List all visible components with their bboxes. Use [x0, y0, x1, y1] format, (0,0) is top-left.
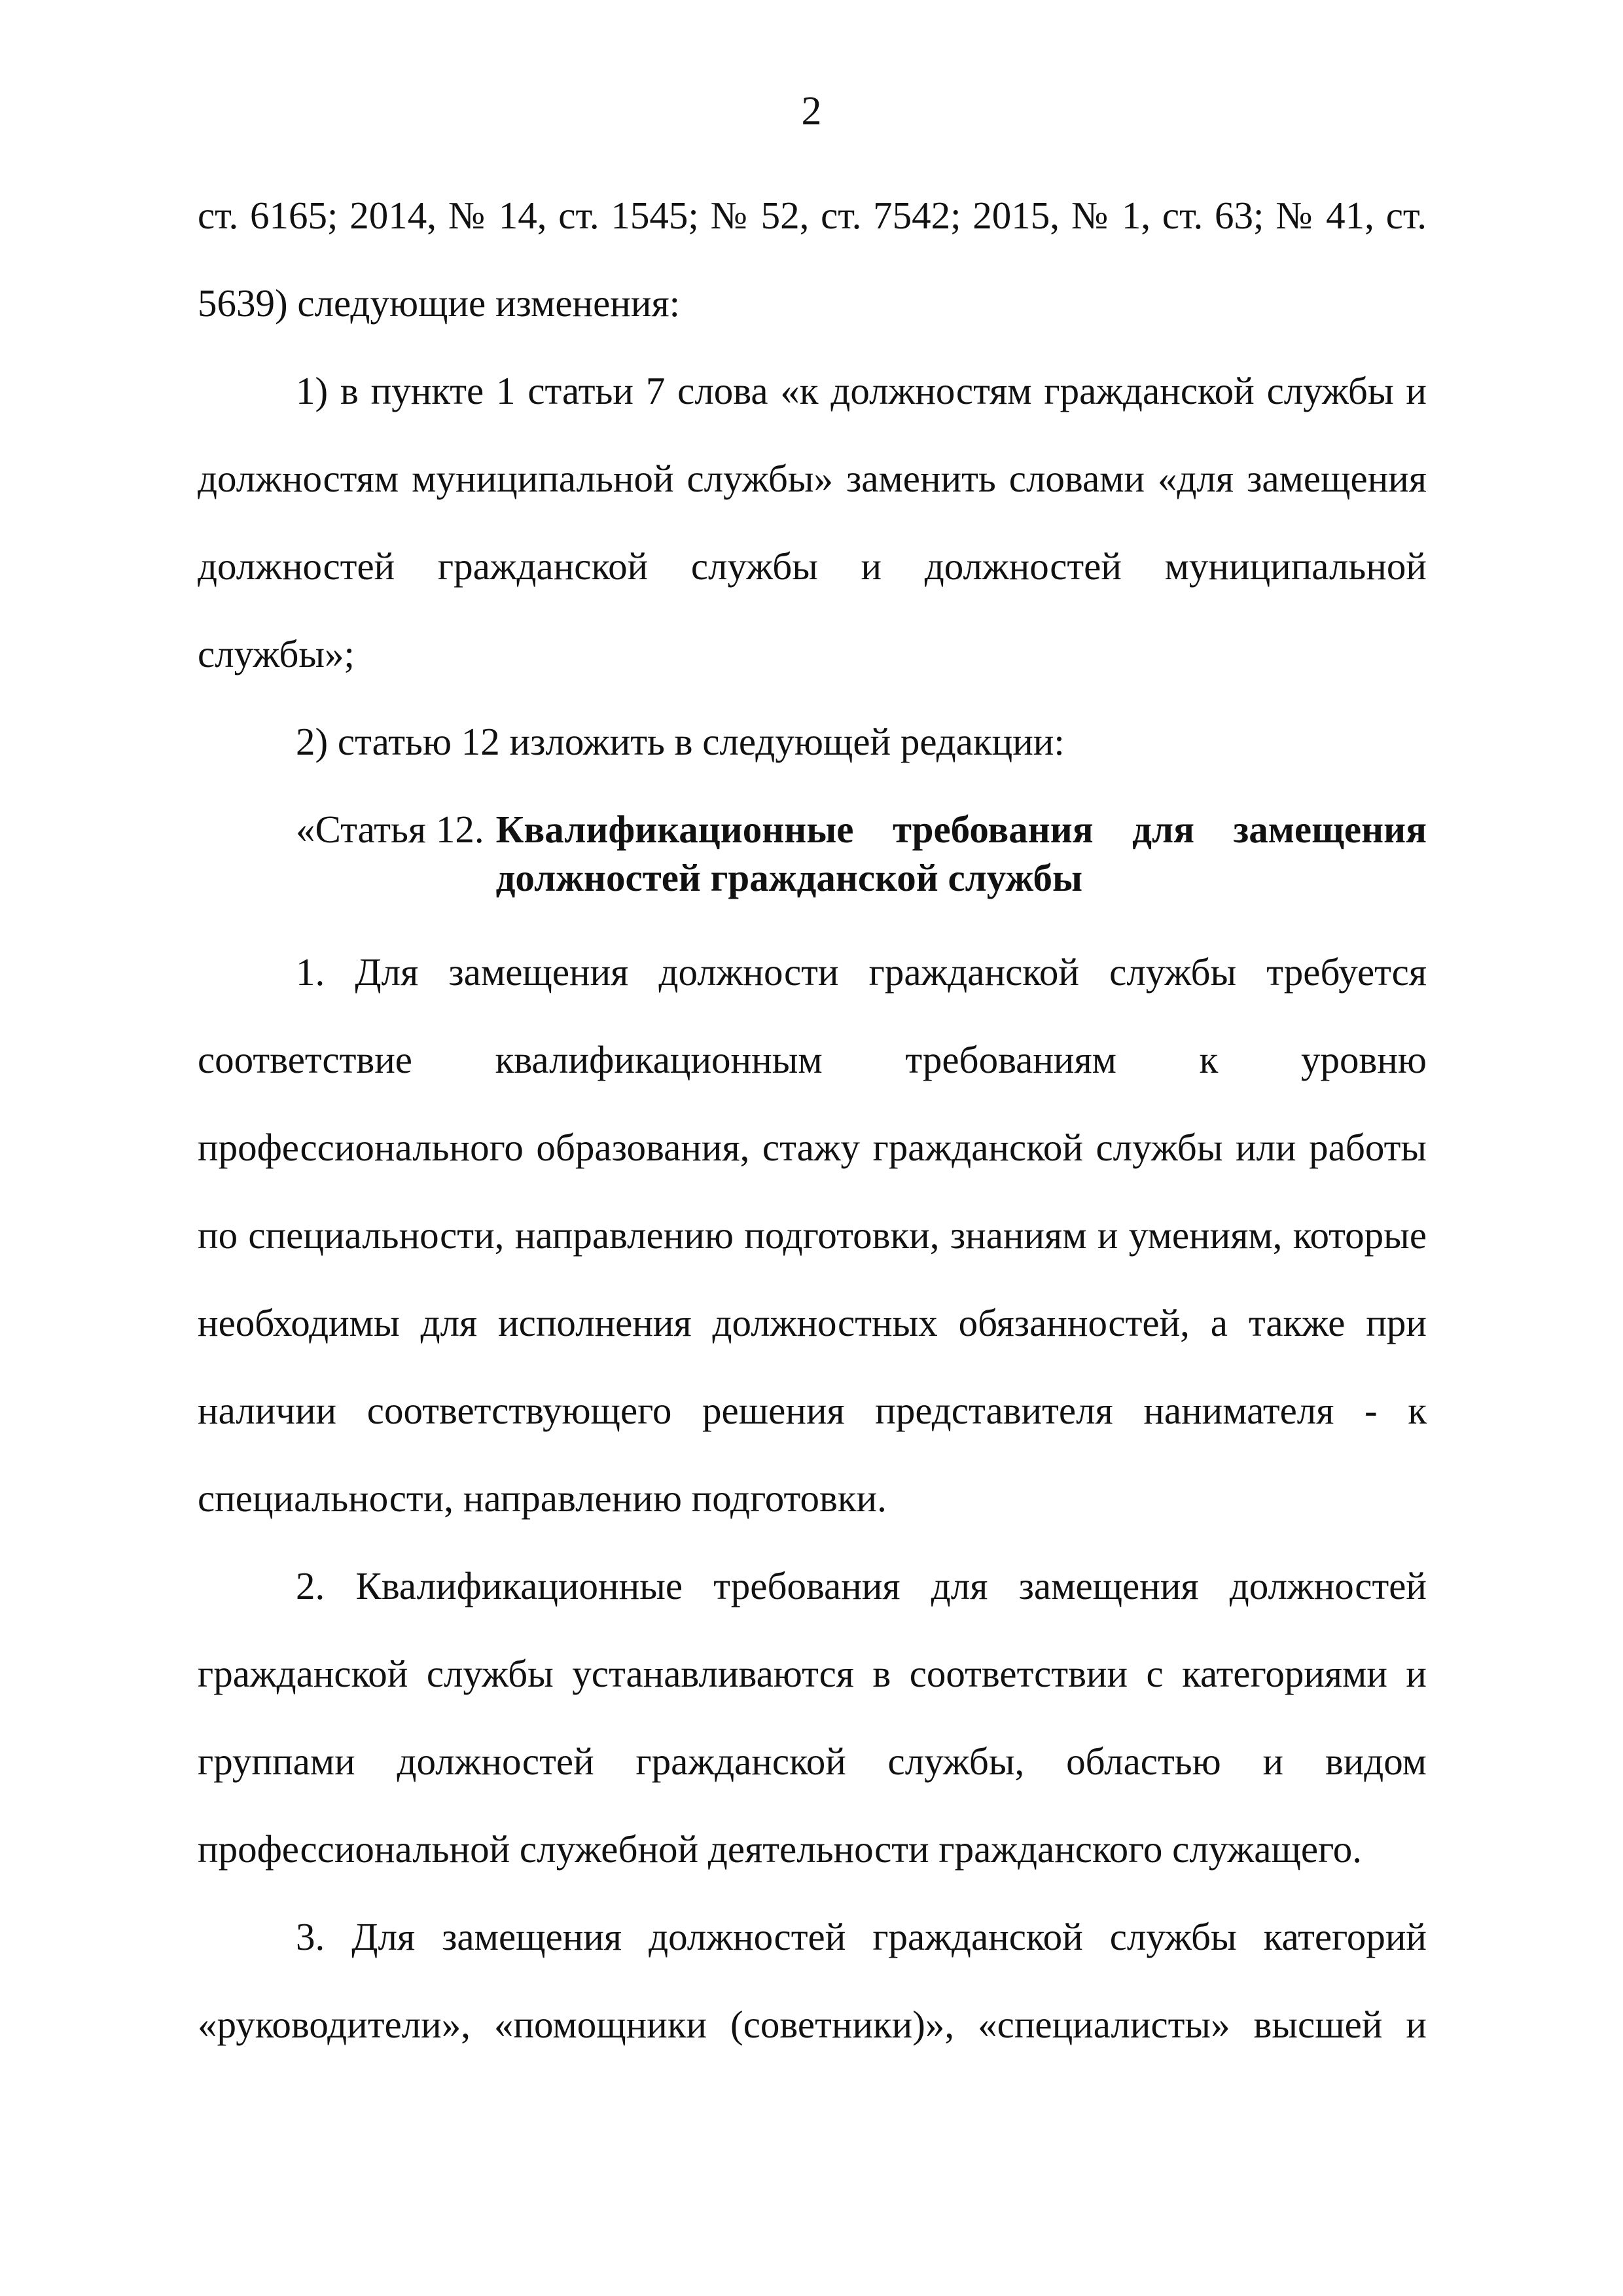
- article-heading: [198, 785, 1427, 902]
- paragraph-clause-3: 3. Для замещения должностей гражданской службы категорий «руководители», «помощники (советники)», «специалисты» высшей и: [198, 1915, 1427, 2046]
- paragraph-clause-2: 2. Квалификационные требования для замещения должностей гражданской службы устанавливаются в соответствии с категориями и группами должностей гражданской службы, областью и видом профессиональной служебной деятельности гражданского служащего.: [198, 1564, 1427, 1871]
- page-number: 2: [801, 89, 822, 134]
- paragraph-amendment-1: 1) в пункте 1 статьи 7 слова «к должностям гражданской службы и должностям муниципальной службы» заменить словами «для замещения должностей гражданской службы и должностей муниципальной службы»;: [198, 369, 1427, 675]
- article-title: Квалификационные требования для замещения должностей гражданской службы: [495, 808, 1427, 899]
- paragraph-citation-continuation: ст. 6165; 2014, № 14, ст. 1545; № 52, ст. 7542; 2015, № 1, ст. 63; № 41, ст. 5639) следующие изменения:: [198, 194, 1427, 325]
- paragraph-clause-1: 1. Для замещения должности гражданской службы требуется соответствие квалификационным требованиям к уровню профессионального образования, стажу гражданской службы или работы по специальности, направлению подготовки, знаниям и умениям, которые необходимы для исполнения должностных обязанностей, а также при наличии соответствующего решения представителя нанимателя - к специальности, направлению подготовки.: [198, 950, 1427, 1520]
- document-body: [198, 171, 1427, 2068]
- paragraph-amendment-2: 2) статью 12 изложить в следующей редакции:: [296, 720, 1065, 763]
- article-number: «Статья 12.: [296, 808, 484, 851]
